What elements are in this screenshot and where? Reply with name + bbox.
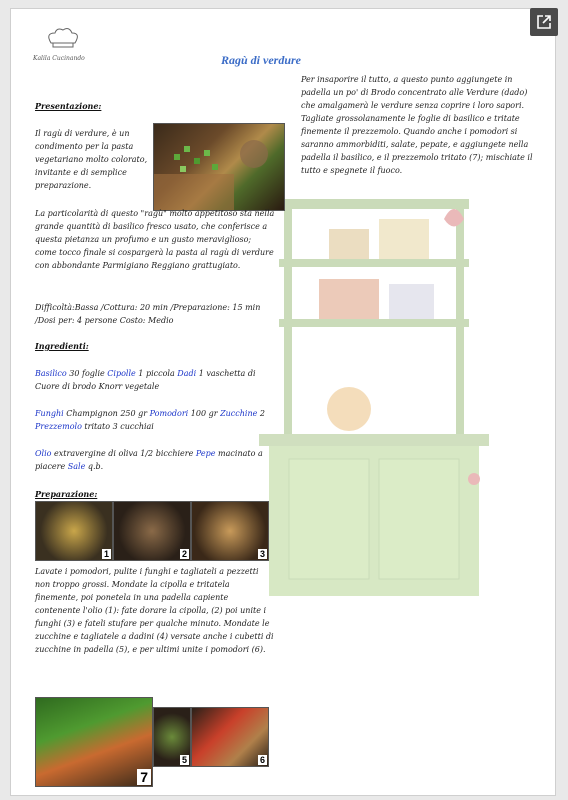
step-number-1: 1: [103, 549, 109, 559]
chef-hat-icon: [43, 27, 83, 49]
ingredient-quantity: tritato 3 cucchiai: [81, 422, 154, 431]
ingredient-name: Prezzemolo: [35, 422, 82, 431]
ingredient-quantity: 1 piccola: [135, 369, 178, 378]
ingredients-line-3: [35, 447, 275, 473]
ingredient-name: Sale: [67, 462, 86, 471]
site-logo: [33, 27, 93, 62]
preparation-continued-text: Per insaporire il tutto, a questo punto aggiungete in padella un po' di Brodo concentrato alle Verdure (dado) che amalgamerà le verdure senza coprire i loro sapori. Tagliate grossolanamente le foglie di basilico e tritate finemente il prezzemolo. Quando anche i pomodori si saranno ammorbiditi, salate, pepate, e aggiungete nella padella il basilico, e il prezzemolo tritato (7); mischiate il tutto e spegnete il fuoco.: [301, 75, 533, 175]
ingredient-quantity: Champignon 250 gr: [63, 409, 150, 418]
step-photo-7: [35, 697, 153, 787]
ingredient-name: Dadi: [177, 369, 197, 378]
step-number-6: 6: [259, 755, 265, 765]
ingredient-name: Zucchine: [220, 409, 258, 418]
document-page: [10, 8, 556, 796]
step-photo-6: [191, 707, 269, 767]
logo-text: Kalila Cucinando: [33, 55, 85, 62]
ingredient-name: Cipolle: [107, 369, 136, 378]
ingredients-line-2: [35, 407, 275, 433]
open-in-new-window-button[interactable]: [530, 8, 558, 36]
step-number-2: 2: [181, 549, 187, 559]
presentation-intro-text: Il ragù di verdure, è un condimento per la pasta vegetariano molto colorato, invitante e di semplice preparazione.: [35, 129, 148, 190]
cupboard-watermark: [259, 159, 489, 599]
presentation-heading: Presentazione:: [35, 101, 102, 111]
ingredient-quantity: q.b.: [85, 462, 104, 471]
preparation-heading: Preparazione:: [35, 489, 98, 499]
step-photo-1: [35, 501, 113, 561]
ingredient-name: Pomodori: [149, 409, 189, 418]
ingredient-name: Pepe: [195, 449, 216, 458]
step-photo-2: [113, 501, 191, 561]
ingredient-name: Olio: [35, 449, 52, 458]
step-photo-5: [153, 707, 191, 767]
ingredient-quantity: macinato a piacere: [35, 449, 263, 471]
step-number-7: 7: [137, 769, 151, 785]
ingredients-heading: Ingredienti:: [35, 341, 89, 351]
ingredient-name: Basilico: [35, 369, 67, 378]
zucchine-cubes-illustration: [154, 124, 284, 210]
ingredient-quantity: extravergine di oliva 1/2 bicchiere: [51, 449, 196, 458]
external-link-icon: [537, 15, 551, 29]
ingredients-line-1: [35, 367, 275, 393]
step-number-5: 5: [181, 755, 187, 765]
presentation-body-text: La particolarità di questo "ragù" molto appetitoso sta nella grande quantità di basilico fresco usato, che conferisce a questa pietanza un profumo e un gusto meraviglioso; come tocco finale si cospargerà la pasta al ragù di verdure con abbondante Parmigiano Reggiano grattugiato.: [35, 209, 275, 270]
page-title: Ragù di verdure: [221, 53, 302, 67]
step-number-3: 3: [259, 549, 265, 559]
ingredient-quantity: 30 foglie: [66, 369, 108, 378]
ingredient-quantity: 1 vaschetta di Cuore di brodo Knorr vegetale: [35, 369, 256, 391]
ingredient-quantity: 2: [257, 409, 265, 418]
step-photo-3: [191, 501, 269, 561]
preparation-steps-text: Lavate i pomodori, pulite i funghi e tagliateli a pezzetti non troppo grossi. Mondate la cipolla e tritatela finemente, poi ponetela in una padella capiente contenente l'olio (1): fate dorare la cipolla, (2) poi unite i funghi (3) e fateli stufare per qualche minuto. Mondate le zucchine e tagliatele a dadini (4) versate anche i cubetti di zucchine in padella (5), e per ultimi unite i pomodori (6).: [35, 567, 274, 654]
recipe-info-text: Difficoltà:Bassa /Cottura: 20 min /Preparazione: 15 min /Dosi per: 4 persone Costo: Medio: [35, 303, 261, 325]
zucchine-photo: [153, 123, 285, 211]
ingredient-name: Funghi: [35, 409, 64, 418]
ingredient-quantity: 100 gr: [188, 409, 221, 418]
